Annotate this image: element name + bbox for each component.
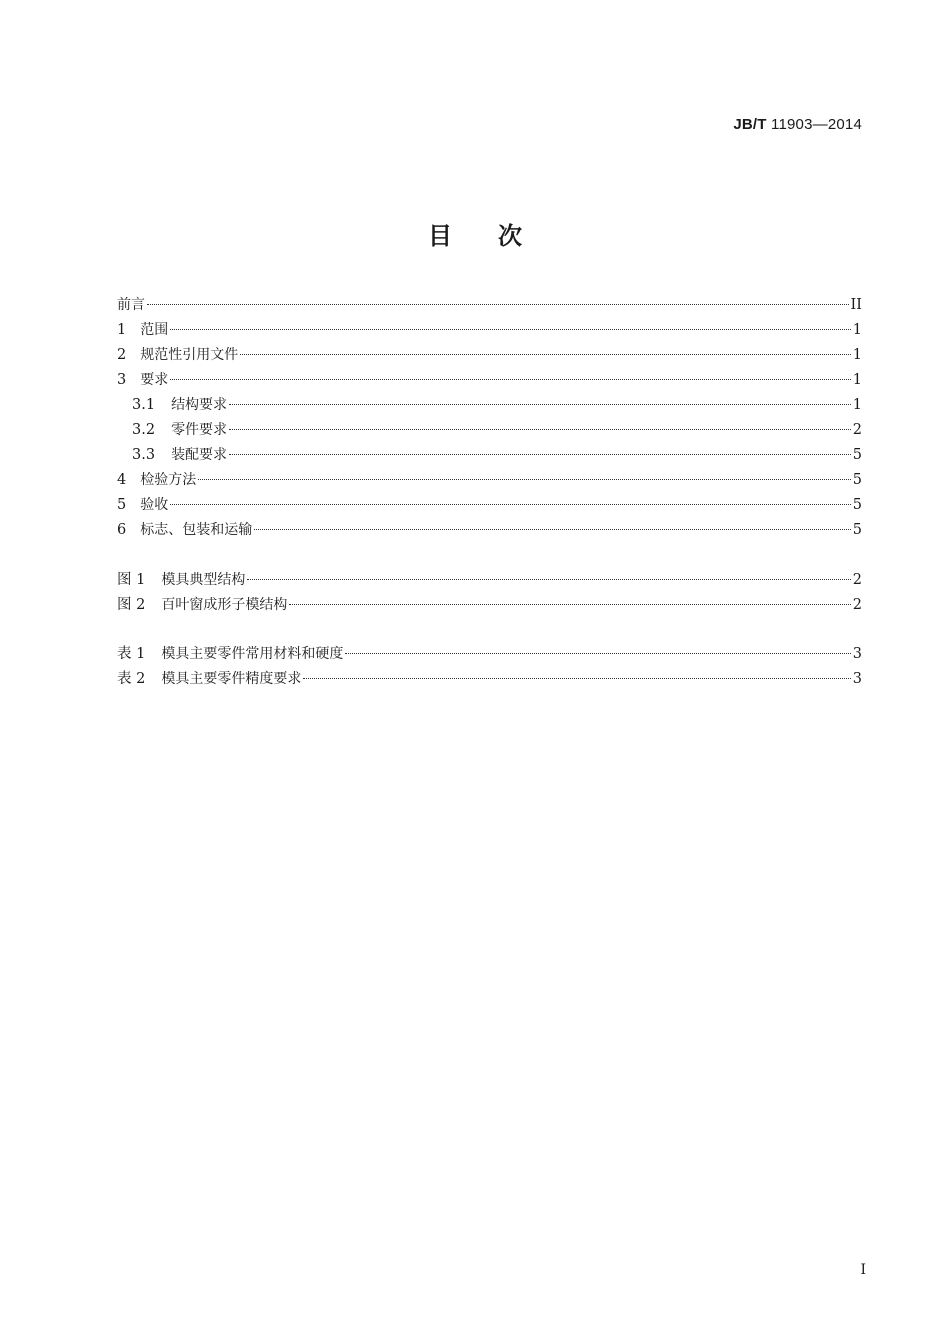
toc-entry-label: 模具主要零件常用材料和硬度 — [161, 646, 344, 662]
toc-entry-label: 检验方法 — [140, 472, 197, 488]
toc-entry-page: II — [850, 297, 862, 313]
toc-dot-leader — [303, 678, 850, 679]
page-number: I — [860, 1262, 866, 1278]
toc-entry-label: 标志、包装和运输 — [140, 522, 253, 538]
toc-entry-number: 表 1 — [117, 646, 146, 662]
toc-entry-label: 规范性引用文件 — [140, 347, 239, 363]
toc-entry-page: 2 — [852, 422, 862, 438]
standard-code: 11903—2014 — [766, 116, 862, 133]
toc-entry[interactable] — [117, 667, 862, 692]
toc-entry-page: 3 — [852, 671, 862, 687]
toc-figures — [117, 568, 862, 618]
toc-entry-number: 图 1 — [117, 572, 146, 588]
toc-entry-number: 图 2 — [117, 597, 146, 613]
toc-title: 目次 — [428, 222, 568, 250]
toc-entry[interactable] — [117, 369, 862, 394]
toc-entry-page: 1 — [852, 397, 862, 413]
toc-tables — [117, 642, 862, 692]
toc-entry[interactable] — [117, 642, 862, 667]
toc-entry[interactable] — [117, 469, 862, 494]
toc-entry-number: 表 2 — [117, 671, 146, 687]
toc-dot-leader — [198, 479, 851, 480]
toc-entry-label: 百叶窗成形子模结构 — [161, 597, 288, 613]
toc-entry-number: 5 — [117, 497, 127, 513]
toc-dot-leader — [289, 604, 850, 605]
toc-entry-number: 2 — [117, 347, 127, 363]
toc-entry-page: 1 — [852, 347, 862, 363]
standard-number — [733, 116, 862, 133]
toc-entry[interactable] — [117, 494, 862, 519]
table-of-contents — [117, 294, 862, 692]
toc-dot-leader — [229, 404, 851, 405]
toc-entry-page: 1 — [852, 372, 862, 388]
toc-entry-page: 3 — [852, 646, 862, 662]
toc-entry-page: 2 — [852, 597, 862, 613]
toc-entry-page: 5 — [852, 472, 862, 488]
toc-entry-label: 模具典型结构 — [161, 572, 246, 588]
toc-entry[interactable] — [117, 444, 862, 469]
toc-entry-label: 模具主要零件精度要求 — [161, 671, 302, 687]
toc-entry[interactable] — [117, 319, 862, 344]
toc-entry[interactable] — [117, 294, 862, 319]
toc-dot-leader — [147, 304, 849, 305]
toc-entry-number: 3 — [117, 372, 127, 388]
toc-entry-page: 5 — [852, 522, 862, 538]
toc-dot-leader — [345, 653, 850, 654]
toc-entry[interactable] — [117, 344, 862, 369]
toc-entry-number: 4 — [117, 472, 127, 488]
toc-entry[interactable] — [117, 519, 862, 544]
toc-entry-number: 3.1 — [132, 397, 156, 413]
toc-dot-leader — [254, 529, 851, 530]
toc-dot-leader — [240, 354, 851, 355]
toc-dot-leader — [229, 454, 851, 455]
toc-entry-label: 验收 — [140, 497, 169, 513]
toc-entry-number: 6 — [117, 522, 127, 538]
toc-entry-label: 要求 — [140, 372, 169, 388]
toc-entry-label: 前言 — [117, 297, 145, 313]
toc-dot-leader — [170, 504, 851, 505]
toc-entry-label: 范围 — [140, 322, 169, 338]
toc-entry-page: 5 — [852, 447, 862, 463]
toc-entry-label: 结构要求 — [171, 397, 228, 413]
standard-prefix: JB/T — [733, 116, 767, 133]
toc-dot-leader — [229, 429, 851, 430]
toc-entry[interactable] — [117, 593, 862, 618]
toc-entry[interactable] — [117, 394, 862, 419]
toc-entry-page: 5 — [852, 497, 862, 513]
toc-entry-page: 2 — [852, 572, 862, 588]
toc-sections — [117, 294, 862, 544]
toc-entry-label: 装配要求 — [171, 447, 228, 463]
toc-dot-leader — [170, 329, 851, 330]
toc-dot-leader — [247, 579, 850, 580]
toc-entry-number: 1 — [117, 322, 127, 338]
toc-entry[interactable] — [117, 568, 862, 593]
toc-entry-number: 3.3 — [132, 447, 156, 463]
toc-entry-label: 零件要求 — [171, 422, 228, 438]
toc-entry-page: 1 — [852, 322, 862, 338]
toc-dot-leader — [170, 379, 851, 380]
toc-entry-number: 3.2 — [132, 422, 156, 438]
toc-entry[interactable] — [117, 419, 862, 444]
